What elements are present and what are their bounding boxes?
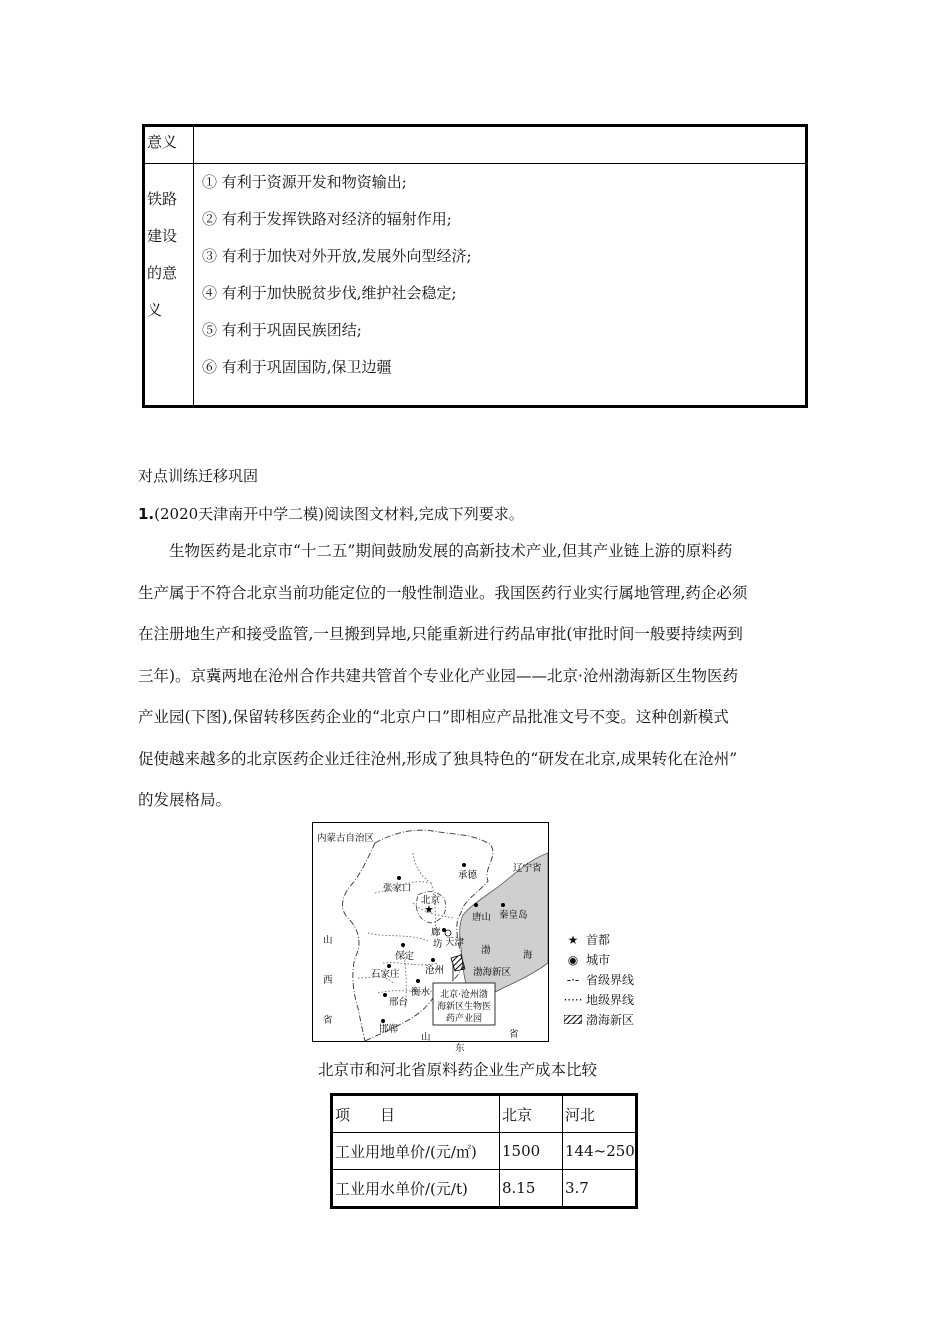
table-header: 河北	[563, 1095, 637, 1133]
park-label-line: 海新区生物医	[436, 1002, 492, 1012]
map-label: 渤	[481, 945, 491, 956]
list-item: ② 有利于发挥铁路对经济的辐射作用;	[202, 210, 452, 228]
paragraph-line: 促使越来越多的北京医药企业迁往沧州,形成了独具特色的“研发在北京,成果转化在沧州”	[138, 749, 738, 768]
rail-label-line: 义	[147, 301, 163, 319]
map-svg	[313, 823, 548, 1041]
legend-label: 城市	[586, 953, 611, 967]
table-row	[332, 1133, 637, 1170]
legend-item	[560, 930, 634, 950]
list-item: ⑤ 有利于巩固民族团结;	[202, 321, 362, 339]
park-label-line: 药产业园	[445, 1014, 483, 1024]
map-label: 保定	[395, 951, 415, 962]
map-label: 唐山	[472, 912, 492, 923]
legend-item	[560, 950, 634, 970]
legend-item	[560, 990, 634, 1010]
map-label: 邢台	[389, 997, 409, 1008]
map-label: 海	[523, 950, 533, 961]
table-header: 北京	[500, 1095, 563, 1133]
legend-item	[560, 970, 634, 990]
park-label-line: 北京·沧州渤	[440, 990, 488, 1000]
map-label: 廊	[431, 927, 441, 938]
map-label: 渤海新区	[473, 967, 512, 978]
paragraph-line: 的发展格局。	[138, 791, 232, 809]
question-text: (2020天津南开中学二模)阅读图文材料,完成下列要求。	[154, 505, 524, 523]
legend-label: 省级界线	[586, 973, 635, 987]
paragraph-line: 生物医药是北京市“十二五”期间鼓励发展的高新技术产业,但其产业链上游的原料药	[169, 542, 733, 560]
map-label: 省	[323, 1015, 333, 1026]
map-label: 沧州	[425, 965, 445, 976]
table-header: 项 目	[332, 1095, 500, 1133]
hebei-map	[312, 822, 549, 1042]
list-item: ③ 有利于加快对外开放,发展外向型经济;	[202, 247, 472, 265]
city-dot-icon: ◉	[567, 953, 579, 967]
hatch-swatch-icon	[564, 1015, 582, 1024]
province-line-icon: -·-	[566, 973, 580, 987]
table-cell: 1500	[500, 1133, 563, 1170]
map-label: 东	[455, 1043, 465, 1054]
header-empty-cell	[194, 126, 807, 164]
map-label: 衡水	[411, 987, 431, 998]
table-row	[332, 1095, 637, 1133]
rail-label-line: 铁路	[147, 190, 178, 208]
map-label: 内蒙古自治区	[317, 833, 375, 844]
list-item: ④ 有利于加快脱贫步伐,维护社会稳定;	[202, 284, 457, 302]
rail-label-line: 建设	[147, 227, 178, 245]
map-label: 西	[323, 975, 333, 986]
legend-label: 首都	[586, 933, 611, 947]
section-heading: 对点训练迁移巩固	[138, 467, 259, 485]
paragraph-line: 生产属于不符合北京当前功能定位的一般性制造业。我国医药行业实行属地管理,药企必须	[138, 583, 748, 602]
table-cell: 8.15	[500, 1170, 563, 1208]
legend-label: 地级界线	[586, 993, 635, 1007]
map-label: 山	[323, 935, 333, 946]
map-label: 山	[421, 1032, 431, 1041]
header-label-cell	[144, 126, 194, 164]
header-label: 意义	[147, 133, 178, 151]
map-label: 省	[509, 1029, 519, 1040]
table-cell: 3.7	[563, 1170, 637, 1208]
table-cell: 工业用水单价/(元/t)	[332, 1170, 500, 1208]
paragraph-line: 在注册地生产和接受监管,一旦搬到异地,只能重新进行药品审批(审批时间一般要持续两到	[138, 625, 743, 643]
legend-label: 渤海新区	[586, 1013, 635, 1027]
map-label: 承德	[458, 870, 478, 881]
map-label: 秦皇岛	[499, 910, 528, 921]
paragraph-line: 三年)。京冀两地在沧州合作共建共管首个专业化产业园——北京·沧州渤海新区生物医药	[138, 666, 738, 685]
map-label: 石家庄	[371, 969, 400, 980]
railway-significance-table	[142, 124, 808, 408]
rail-label-cell	[144, 164, 194, 407]
table-cell: 工业用地单价/(元/㎡)	[332, 1133, 500, 1170]
list-item: ① 有利于资源开发和物资输出;	[202, 173, 407, 191]
map-label: 张家口	[383, 883, 412, 894]
map-label: 邯郸	[379, 1024, 399, 1035]
prefecture-line-icon: ·····	[563, 993, 583, 1007]
map-label: 天津	[445, 937, 465, 948]
map-legend	[560, 930, 634, 1030]
paragraph-line: 产业园(下图),保留转移医药企业的“北京户口”即相应产品批准文号不变。这种创新模式	[138, 708, 729, 726]
tianjin-marker	[445, 930, 451, 936]
rail-items-cell	[194, 164, 807, 407]
legend-item	[560, 1010, 634, 1030]
capital-star-icon: ★	[567, 933, 579, 947]
cost-table-title: 北京市和河北省原料药企业生产成本比较	[318, 1061, 598, 1079]
question-number: 1.	[138, 505, 155, 523]
map-label: 坊	[433, 939, 443, 950]
list-item: ⑥ 有利于巩固国防,保卫边疆	[202, 358, 392, 376]
material-paragraph	[138, 531, 810, 822]
cost-comparison-table	[330, 1093, 638, 1209]
question-stem	[138, 500, 524, 528]
map-label: 辽宁省	[513, 863, 542, 874]
capital-star-icon: ★	[424, 903, 434, 916]
map-label: 北京	[421, 895, 441, 906]
rail-label-line: 的意	[147, 264, 178, 282]
table-cell: 144~250	[563, 1133, 637, 1170]
table-row	[332, 1170, 637, 1208]
